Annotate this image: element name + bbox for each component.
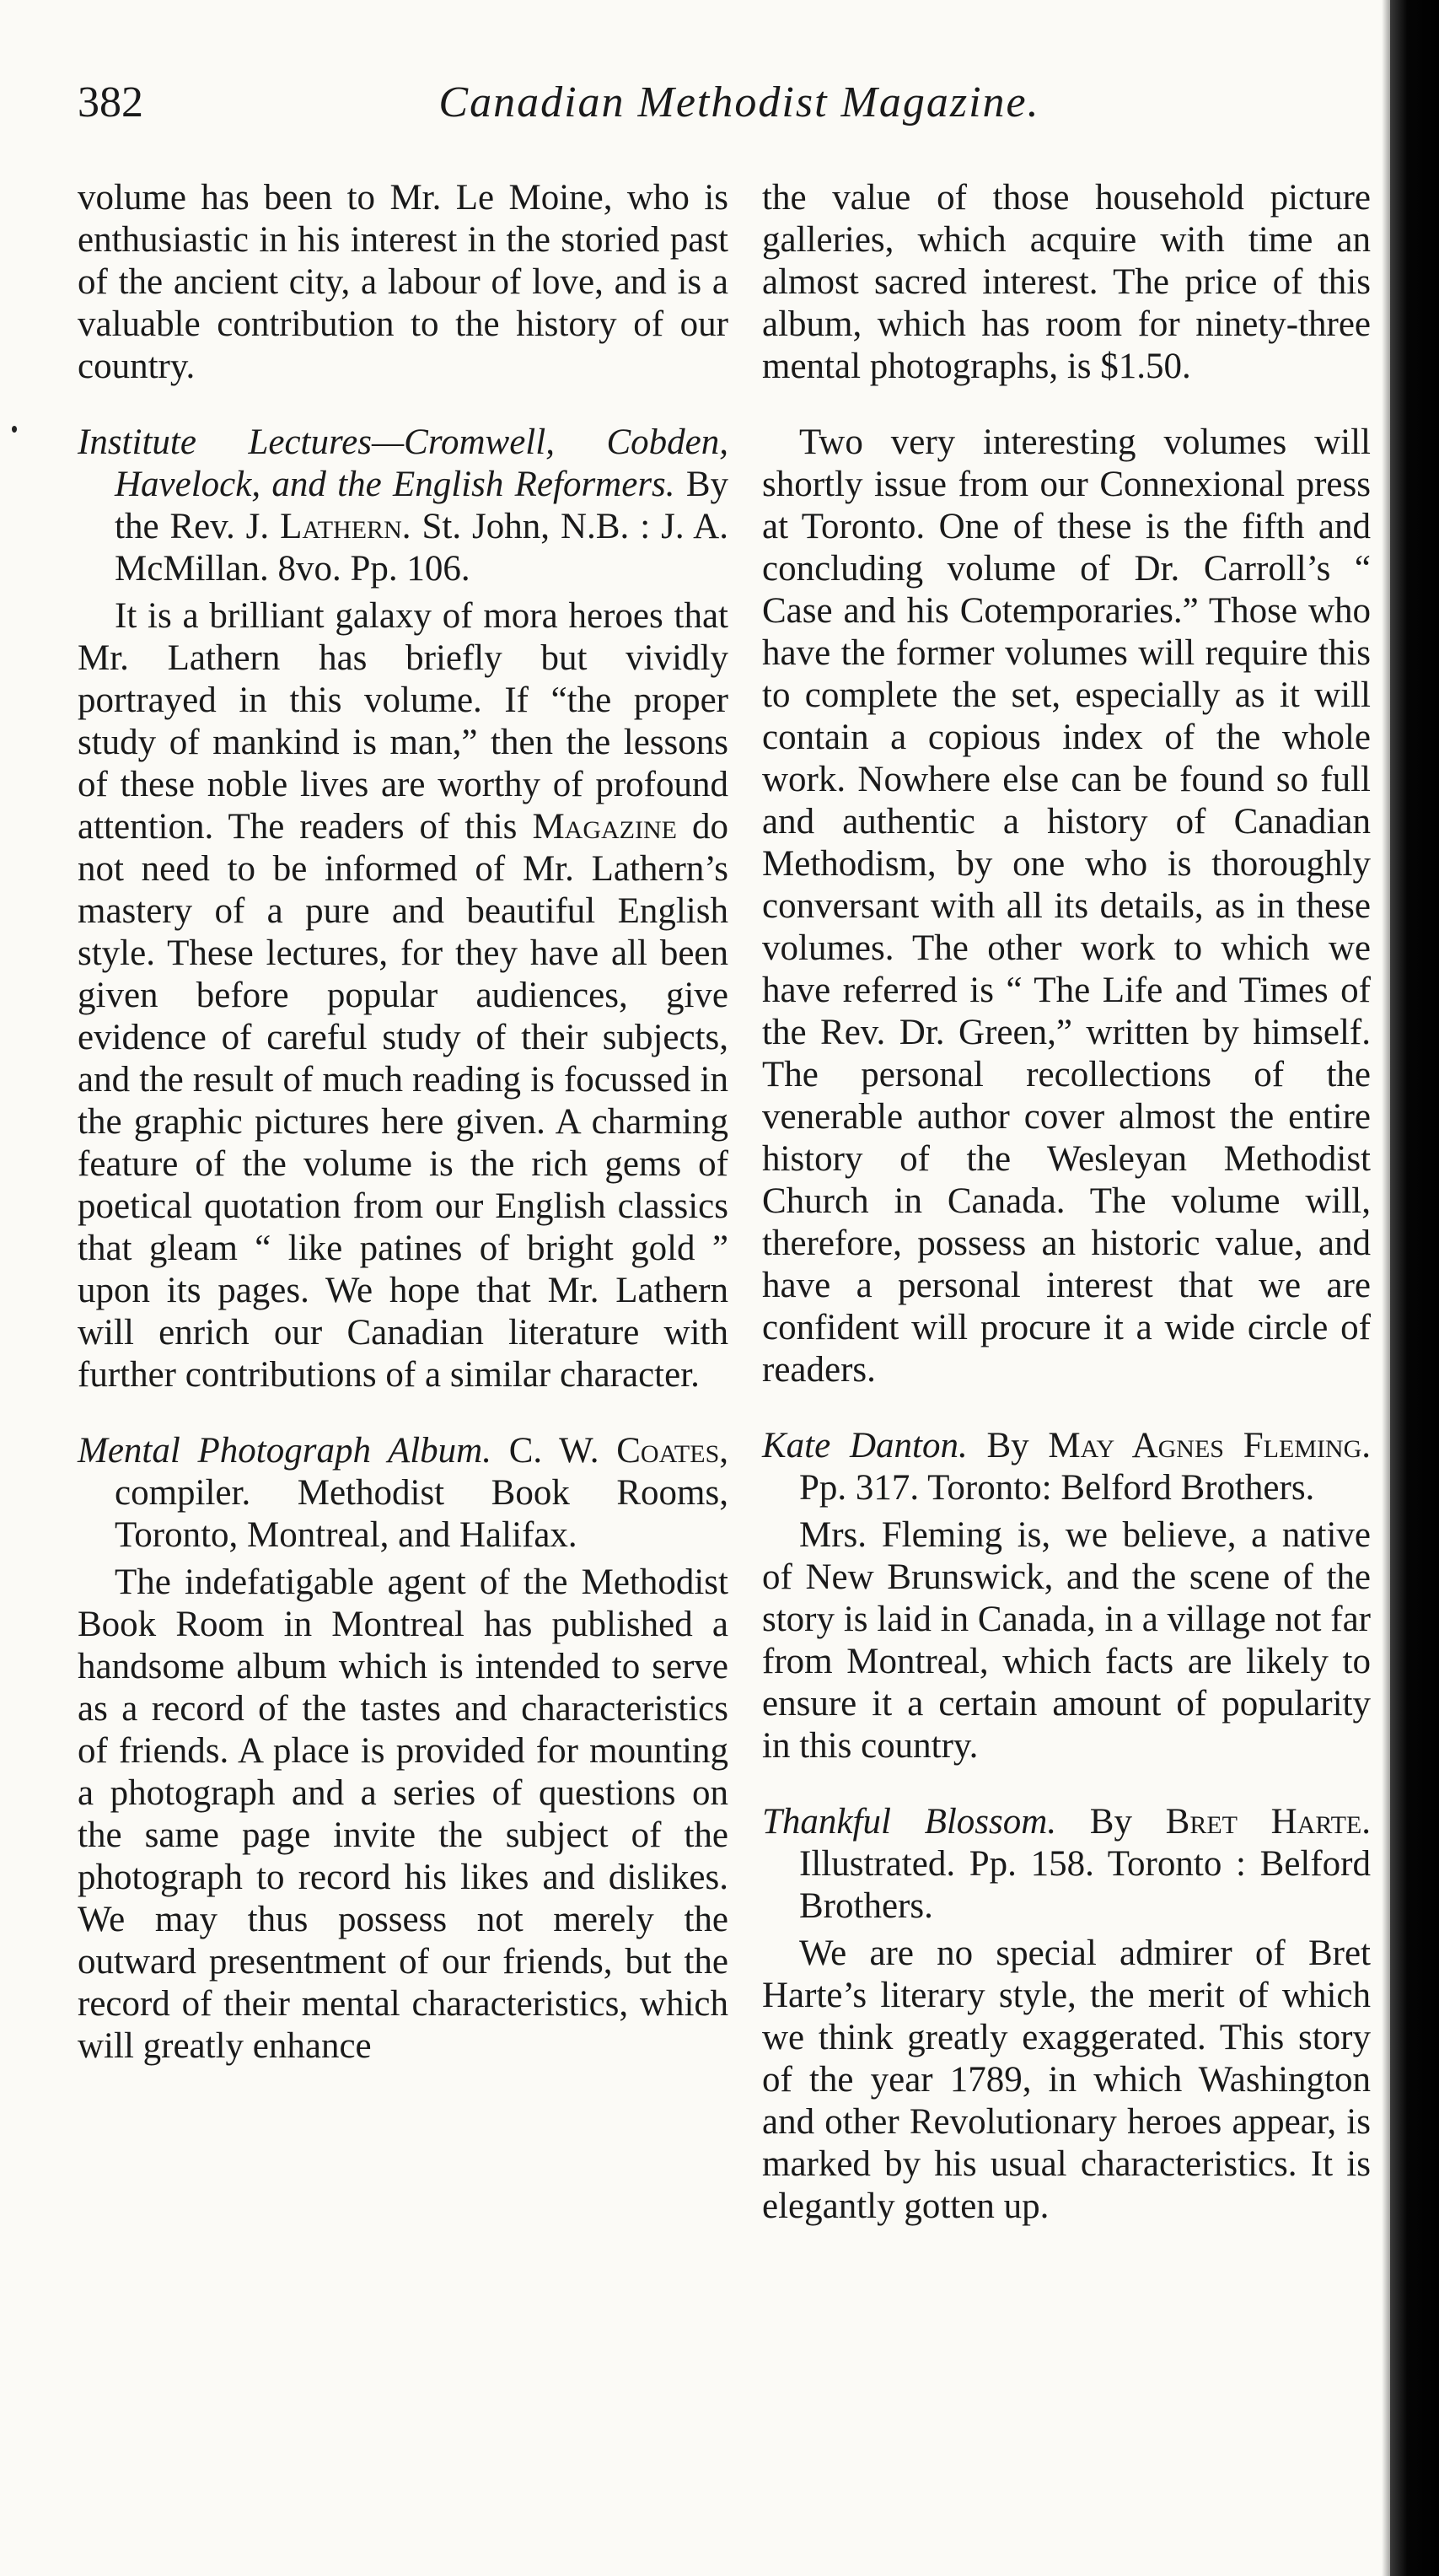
magazine-name: Magazine [532,807,677,847]
book-author: May Agnes Fleming. [1048,1426,1372,1465]
book-title: Thankful Blossom. [762,1802,1057,1842]
review-paragraph-lathern [78,595,728,1396]
book-publication-details: Pp. 317. Toronto: Belford Brothers. [799,1468,1315,1508]
book-publication-details: compiler. Methodist Book Rooms, Toronto, Montreal, and Halifax. [115,1473,728,1555]
book-author: Bret Harte. [1165,1802,1371,1842]
book-publication-details: Illustrated. Pp. 158. Toronto : Belford Brothers. [799,1844,1371,1926]
review-paragraph-album: The indefatigable agent of the Methodist Book Room in Montreal has published a handsome album which is intended to serve as a record of the tastes and characteristics of friends. A place is provided for mounting a photograph and a series of questions on the same page invite the subject of the photograph to record his likes and dislikes. We may thus possess not merely the outward presentment of our friends, but the record of their mental characteristics, which will greatly enhance [78,1562,728,2066]
review-text: It is a brilliant galaxy of mora heroes that Mr. Lathern has briefly but vividly portrayed in this volume. If “the proper study of mankind is man,” then the lessons of these noble lives are worthy of profound attention. The readers of this [78,596,728,847]
entry-by: By the Rev. J. [115,465,728,546]
review-paragraph-thankful-blossom: We are no special admirer of Bret Harte’s literary style, the merit of which we think greatly exaggerated. This story of the year 1789, in which Washington and other Revolutionary heroes appear, is marked by his usual characteristics. It is elegantly gotten up. [762,1933,1371,2226]
review-text-continued: do not need to be informed of Mr. Lathern’s mastery of a pure and beautiful English style. These lectures, for they have all been given before popular audiences, give evidence of careful study of their subjects, and the result of much reading is focussed in the graphic pictures here given. A charming feature of the volume is the rich gems of poetical quotation from our English classics that gleam “ like patines of bright gold ” upon its pages. We hope that Mr. Lathern will enrich our Canadian literature with further contributions of a similar character. [78,807,728,1395]
book-publication-details: St. John, N.B. : J. A. McMillan. 8vo. Pp. 106. [115,507,728,589]
scan-shadow [1382,0,1390,2576]
page-header [78,78,1401,145]
paragraph-album-continued: the value of those household picture galleries, which acquire with time an almost sacred interest. The price of this album, which has room for ninety-three mental photographs, is $1.50. [762,178,1371,386]
review-entry-institute-lectures [78,422,728,590]
paragraph-le-moine-continued: volume has been to Mr. Le Moine, who is enthusiastic in his interest in the storied past of the ancient city, a labour of love, and is a valuable contribution to the history of our country. [78,178,728,386]
left-column [78,177,728,2068]
review-entry-mental-photograph-album [78,1430,728,1557]
entry-by: By [967,1426,1049,1465]
paragraph-connexional-press: Two very interesting volumes will shortly issue from our Connexional press at Toronto. One of these is the fifth and concluding volume of Dr. Carroll’s “ Case and his Cotemporaries.” Those who have the former volumes will require this to complete the set, especially as it will contain a copious index of the whole work. Nowhere else can be found so full and authentic a history of Canadian Methodism, by one who is thoroughly conversant with all its details, as in these volumes. The other work to which we have referred is “ The Life and Times of the Rev. Dr. Green,” written by himself. The personal recollections of the venerable author cover almost the entire history of the Wesleyan Methodist Church in Canada. The volume will, therefore, possess an historic value, and have a personal interest that we are confident will procure it a wide circle of readers. [762,422,1371,1390]
running-title: Canadian Methodist Magazine. [438,78,1040,126]
right-column [762,177,1371,2228]
book-author: Coates, [616,1431,729,1471]
book-title: Kate Danton. [762,1426,968,1465]
scan-binding-edge [1390,0,1439,2576]
book-title: Mental Photograph Album. [78,1431,491,1471]
review-entry-thankful-blossom [762,1801,1371,1928]
book-title: Institute Lectures—Cromwell, Cobden, Havelock, and the English Reformers. [78,422,728,504]
entry-pre: C. W. [491,1431,617,1471]
page-number: 382 [78,78,143,126]
entry-by: By [1056,1802,1166,1842]
review-paragraph-kate-danton: Mrs. Fleming is, we believe, a native of New Brunswick, and the scene of the story is laid in Canada, in a village not far from Montreal, which facts are likely to ensure it a certain amount of popularity in this country. [762,1515,1371,1766]
review-entry-kate-danton [762,1425,1371,1509]
scan-speck [12,426,17,433]
book-author: Lathern. [280,507,411,546]
